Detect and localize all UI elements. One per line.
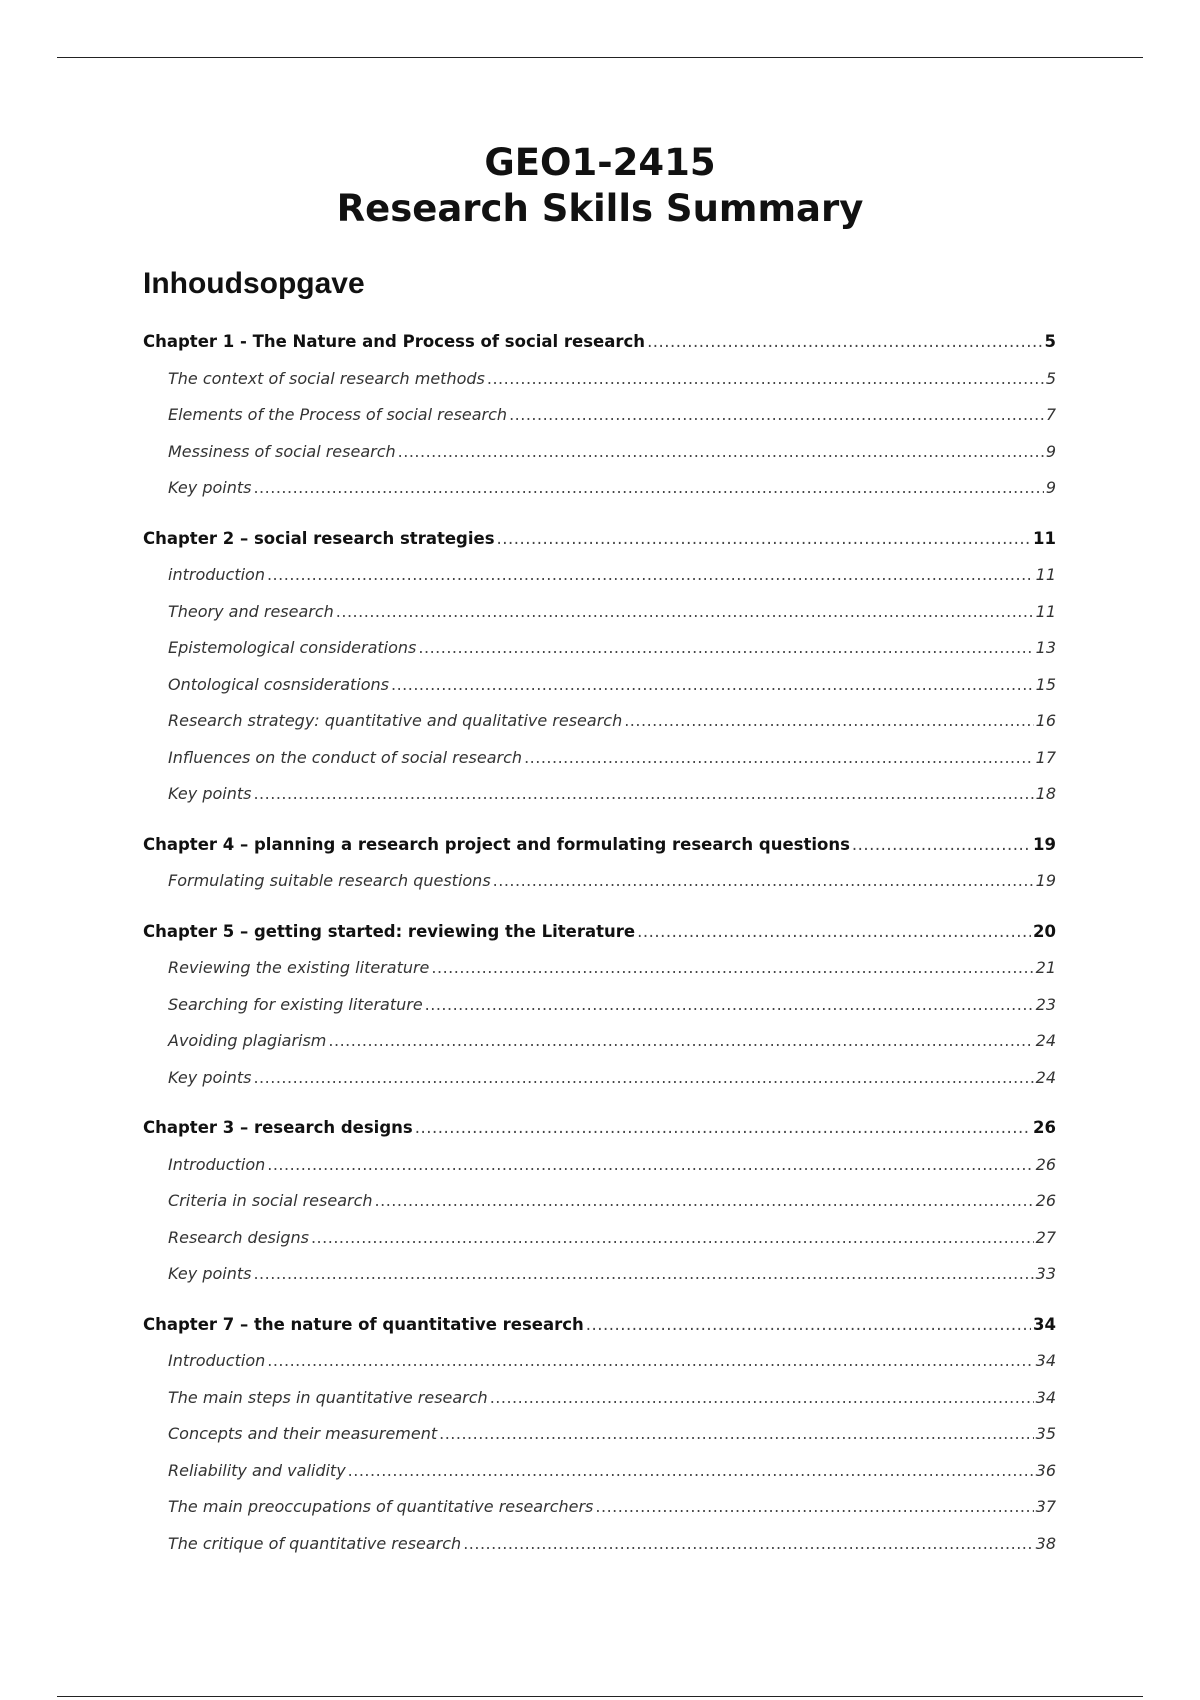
toc-page-number: 7 — [1045, 405, 1056, 424]
toc-page-number: 9 — [1045, 478, 1056, 497]
dot-leader — [418, 630, 1033, 666]
dot-leader — [328, 1023, 1033, 1059]
toc-entry-label[interactable]: Introduction — [168, 1154, 266, 1174]
dot-leader — [490, 1380, 1034, 1416]
toc-entry-label[interactable]: Messiness of social research — [168, 441, 396, 461]
toc-page-number: 24 — [1035, 1031, 1056, 1050]
toc-chapter-group — [143, 1110, 1056, 1293]
toc-entry-label[interactable]: Influences on the conduct of social research — [168, 747, 523, 767]
toc-page-number: 18 — [1035, 784, 1056, 803]
toc-entry-label[interactable]: The main preoccupations of quantitative researchers — [168, 1497, 594, 1516]
toc-entry-label[interactable]: Chapter 7 – the nature of quantitative research — [143, 1314, 584, 1334]
toc-entry-label[interactable]: Research designs — [168, 1227, 309, 1247]
toc-entry-label[interactable]: Formulating suitable research questions — [168, 871, 491, 890]
toc-page-number: 11 — [1035, 601, 1056, 621]
toc-page-number: 37 — [1035, 1497, 1056, 1516]
dot-leader — [524, 740, 1034, 776]
header-rule — [57, 57, 1143, 58]
toc-section-entry[interactable] — [143, 1489, 1056, 1526]
toc-page-number: 19 — [1033, 834, 1056, 854]
toc-section-entry[interactable] — [143, 950, 1056, 987]
toc-section-entry[interactable] — [143, 557, 1056, 594]
toc-page-number: 11 — [1033, 528, 1056, 548]
toc-section-entry[interactable] — [143, 776, 1056, 813]
toc-chapter-entry[interactable] — [143, 521, 1056, 558]
toc-section-entry[interactable] — [143, 703, 1056, 740]
dot-leader — [398, 434, 1044, 470]
dot-leader — [253, 1060, 1033, 1096]
toc-section-entry[interactable] — [143, 1023, 1056, 1060]
dot-leader — [348, 1453, 1034, 1489]
toc-entry-label[interactable]: Chapter 1 - The Nature and Process of social research — [143, 332, 646, 351]
toc-entry-label[interactable]: Key points — [168, 478, 252, 497]
toc-page-number: 26 — [1035, 1191, 1056, 1210]
toc-section-entry[interactable] — [143, 361, 1056, 398]
toc-section-entry[interactable] — [143, 630, 1056, 667]
toc-section-entry[interactable] — [143, 397, 1056, 434]
dot-leader — [624, 703, 1033, 739]
toc-entry-label[interactable]: Searching for existing literature — [168, 994, 423, 1014]
toc-entry-label[interactable]: Elements of the Process of social research — [168, 405, 508, 424]
toc-chapter-entry[interactable] — [143, 1110, 1056, 1147]
toc-section-entry[interactable] — [143, 1416, 1056, 1453]
toc-entry-label[interactable]: Key points — [168, 784, 252, 803]
dot-leader — [375, 1183, 1034, 1219]
toc-entry-label[interactable]: Key points — [168, 1067, 252, 1087]
toc-chapter-group — [143, 914, 1056, 1097]
toc-page-number: 21 — [1035, 958, 1056, 977]
toc-section-entry[interactable] — [143, 667, 1056, 704]
dot-leader — [509, 397, 1044, 433]
toc-section-entry[interactable] — [143, 1380, 1056, 1417]
toc-page-number: 24 — [1035, 1067, 1056, 1087]
toc-page-number: 34 — [1035, 1351, 1056, 1370]
toc-page-number: 13 — [1035, 638, 1056, 657]
toc-entry-label[interactable]: Epistemological considerations — [168, 638, 417, 657]
toc-section-entry[interactable] — [143, 1220, 1056, 1257]
dot-leader — [647, 324, 1042, 360]
footer-rule — [57, 1696, 1143, 1697]
toc-page-number: 34 — [1033, 1314, 1056, 1334]
toc-entry-label[interactable]: The critique of quantitative research — [168, 1533, 462, 1553]
toc-page-number: 20 — [1033, 921, 1056, 941]
toc-page-number: 5 — [1044, 332, 1056, 351]
toc-page-number: 26 — [1035, 1154, 1056, 1174]
toc-page-number: 9 — [1045, 441, 1056, 461]
dot-leader — [852, 827, 1031, 863]
toc-page-number: 19 — [1035, 871, 1056, 890]
toc-chapter-entry[interactable] — [143, 1307, 1056, 1344]
table-of-contents — [143, 324, 1056, 1576]
document-title — [0, 140, 1200, 232]
toc-entry-label[interactable]: Theory and research — [168, 601, 334, 621]
toc-section-entry[interactable] — [143, 740, 1056, 777]
toc-entry-label[interactable]: Criteria in social research — [168, 1191, 373, 1210]
dot-leader — [487, 361, 1044, 397]
dot-leader — [431, 950, 1033, 986]
toc-entry-label[interactable]: Research strategy: quantitative and qualitative research — [168, 711, 623, 730]
toc-entry-label[interactable]: Avoiding plagiarism — [168, 1031, 327, 1050]
dot-leader — [391, 667, 1034, 703]
toc-section-entry[interactable] — [143, 1526, 1056, 1563]
toc-section-entry[interactable] — [143, 1343, 1056, 1380]
toc-entry-label[interactable]: Chapter 2 – social research strategies — [143, 528, 495, 548]
toc-entry-label[interactable]: Reliability and validity — [168, 1460, 346, 1480]
toc-section-entry[interactable] — [143, 1147, 1056, 1184]
dot-leader — [253, 470, 1043, 506]
dot-leader — [439, 1416, 1034, 1452]
dot-leader — [493, 863, 1034, 899]
toc-page-number: 15 — [1035, 674, 1056, 694]
toc-page-number: 33 — [1035, 1264, 1056, 1283]
toc-chapter-group — [143, 324, 1056, 507]
dot-leader — [267, 1343, 1033, 1379]
dot-leader — [586, 1307, 1031, 1343]
toc-page-number: 5 — [1045, 368, 1056, 388]
toc-chapter-entry[interactable] — [143, 827, 1056, 864]
dot-leader — [311, 1220, 1034, 1256]
toc-section-entry[interactable] — [143, 434, 1056, 471]
toc-entry-label[interactable]: Introduction — [168, 1351, 266, 1370]
toc-entry-label[interactable]: introduction — [168, 565, 265, 584]
dot-leader — [637, 914, 1031, 950]
toc-entry-label[interactable]: Reviewing the existing literature — [168, 958, 430, 977]
toc-chapter-group — [143, 1307, 1056, 1563]
dot-leader — [497, 521, 1032, 557]
document-subtitle: Research Skills Summary — [336, 187, 864, 230]
toc-entry-label[interactable]: Chapter 5 – getting started: reviewing the Literature — [143, 921, 636, 941]
toc-chapter-entry[interactable] — [143, 914, 1056, 951]
toc-entry-label[interactable]: Ontological cosnsiderations — [168, 674, 389, 694]
dot-leader — [267, 1147, 1033, 1183]
toc-entry-label[interactable]: The context of social research methods — [168, 368, 485, 388]
toc-page-number: 34 — [1035, 1387, 1056, 1407]
toc-chapter-group — [143, 827, 1056, 900]
dot-leader — [595, 1489, 1033, 1525]
toc-chapter-entry[interactable] — [143, 324, 1056, 361]
toc-section-entry[interactable] — [143, 1060, 1056, 1097]
toc-section-entry[interactable] — [143, 594, 1056, 631]
toc-page-number: 11 — [1035, 565, 1056, 584]
toc-page-number: 27 — [1035, 1227, 1056, 1247]
toc-entry-label[interactable]: The main steps in quantitative research — [168, 1387, 488, 1407]
toc-page-number: 16 — [1035, 711, 1056, 730]
toc-chapter-group — [143, 521, 1056, 813]
toc-entry-label[interactable]: Concepts and their measurement — [168, 1424, 438, 1443]
dot-leader — [463, 1526, 1033, 1562]
dot-leader — [253, 776, 1033, 812]
toc-page-number: 35 — [1035, 1424, 1056, 1443]
toc-section-entry[interactable] — [143, 863, 1056, 900]
toc-section-entry[interactable] — [143, 470, 1056, 507]
toc-page-number: 17 — [1035, 747, 1056, 767]
toc-section-entry[interactable] — [143, 1183, 1056, 1220]
course-code: GEO1-2415 — [484, 141, 716, 184]
dot-leader — [415, 1110, 1031, 1146]
toc-page-number: 26 — [1033, 1118, 1056, 1137]
dot-leader — [336, 594, 1034, 630]
dot-leader — [253, 1256, 1033, 1292]
toc-heading: Inhoudsopgave — [143, 267, 365, 300]
toc-page-number: 23 — [1035, 994, 1056, 1014]
toc-entry-label[interactable]: Chapter 4 – planning a research project and formulating research questions — [143, 834, 850, 854]
toc-section-entry[interactable] — [143, 987, 1056, 1024]
dot-leader — [267, 557, 1034, 593]
toc-section-entry[interactable] — [143, 1256, 1056, 1293]
toc-page-number: 38 — [1035, 1533, 1056, 1553]
toc-page-number: 36 — [1035, 1460, 1056, 1480]
toc-entry-label[interactable]: Key points — [168, 1264, 252, 1283]
toc-entry-label[interactable]: Chapter 3 – research designs — [143, 1118, 413, 1137]
toc-section-entry[interactable] — [143, 1453, 1056, 1490]
dot-leader — [425, 987, 1034, 1023]
